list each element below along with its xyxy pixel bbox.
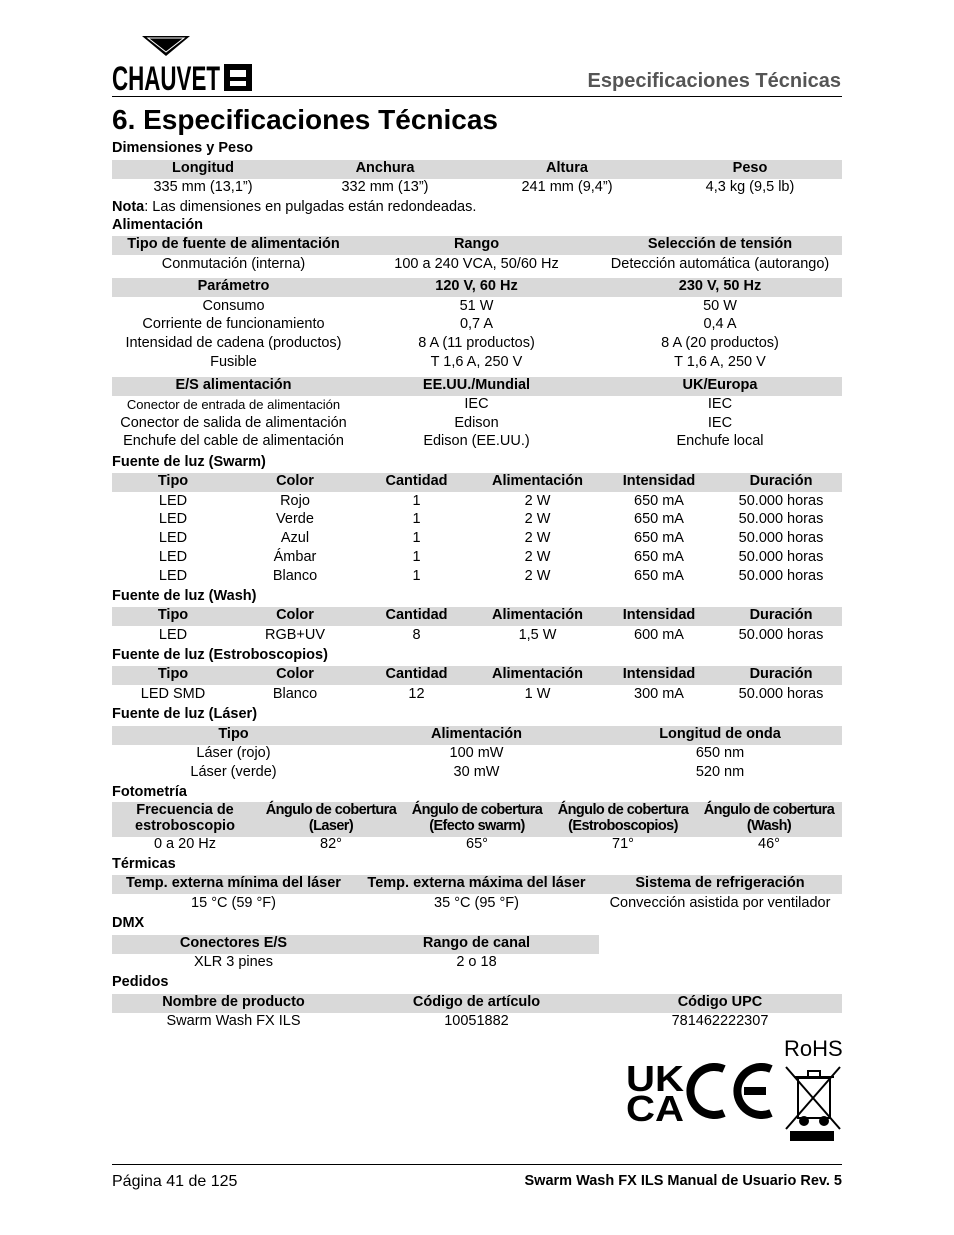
table-header: Ángulo de cobertura (Estroboscopios)	[557, 802, 689, 834]
table-header: Alimentación	[491, 607, 584, 623]
rohs-mark: RoHS	[784, 1036, 843, 1061]
table-header: Tipo	[218, 726, 249, 742]
certification-marks	[626, 1035, 842, 1145]
table-cell: 4,3 kg (9,5 lb)	[705, 179, 795, 195]
header-section-title: Especificaciones Técnicas	[587, 70, 841, 92]
table-cell: 0 a 20 Hz	[153, 836, 217, 852]
table-cell: Ámbar	[273, 549, 317, 565]
table-cell: 50.000 horas	[738, 511, 824, 527]
weee-bin-icon	[786, 1067, 840, 1129]
table-cell: 300 mA	[634, 686, 684, 702]
table-row	[112, 685, 842, 704]
table-cell: Láser (verde)	[190, 764, 277, 780]
table-cell: 2 W	[524, 530, 551, 546]
power-supply-header-row	[112, 235, 842, 254]
note-label: Nota	[112, 199, 145, 215]
table-cell: 51 W	[459, 298, 494, 314]
table-header: Peso	[732, 160, 768, 176]
table-header: Cantidad	[385, 666, 448, 682]
chauvet-dj-logo	[112, 34, 254, 96]
table-cell: 332 mm (13”)	[341, 179, 429, 195]
table-header: 230 V, 50 Hz	[678, 278, 762, 294]
table-cell: Swarm Wash FX ILS	[166, 1013, 301, 1029]
table-cell: 100 mW	[449, 745, 504, 761]
wash-header-row	[112, 606, 842, 625]
table-header: Intensidad	[622, 607, 696, 623]
table-row	[112, 510, 842, 529]
table-cell: 1	[412, 568, 421, 584]
table-row	[112, 763, 842, 782]
table-cell: 50.000 horas	[738, 686, 824, 702]
table-cell: 650 mA	[634, 530, 684, 546]
table-row	[112, 529, 842, 548]
table-cell: Corriente de funcionamiento	[142, 316, 325, 332]
table-header: Temp. externa máxima del láser	[367, 875, 586, 891]
table-row	[112, 548, 842, 567]
section-wash-heading: Fuente de luz (Wash)	[112, 588, 257, 604]
table-cell: 2 W	[524, 511, 551, 527]
table-cell: IEC	[464, 396, 489, 412]
table-cell: 0,4 A	[703, 316, 737, 332]
header-divider	[112, 96, 842, 97]
power-io-header-row	[112, 376, 842, 395]
table-row	[112, 178, 842, 197]
table-header: Longitud de onda	[659, 726, 781, 742]
table-cell: LED	[158, 493, 188, 509]
table-header: Rango de canal	[422, 935, 531, 951]
footer-divider	[112, 1164, 842, 1165]
table-cell: 335 mm (13,1”)	[153, 179, 253, 195]
table-cell: LED	[158, 511, 188, 527]
table-row	[112, 626, 842, 645]
section-orders-heading: Pedidos	[112, 974, 169, 990]
table-cell: 50.000 horas	[738, 627, 824, 643]
table-cell: Edison (EE.UU.)	[423, 433, 530, 449]
table-cell: Fusible	[210, 354, 257, 370]
table-cell: 2 W	[524, 493, 551, 509]
table-cell: 520 nm	[695, 764, 745, 780]
table-header: E/S alimentación	[175, 377, 292, 393]
table-header: Selección de tensión	[647, 236, 793, 252]
dmx-header-row	[112, 934, 842, 953]
table-cell: 8 A (20 productos)	[661, 335, 779, 351]
table-row	[112, 744, 842, 763]
table-row	[112, 395, 842, 414]
table-cell: LED	[158, 530, 188, 546]
table-header: Conectores E/S	[179, 935, 288, 951]
laser-header-row	[112, 725, 842, 744]
table-cell: 50.000 horas	[738, 549, 824, 565]
table-header: Ángulo de cobertura (Laser)	[265, 802, 397, 834]
ce-mark	[690, 1067, 771, 1115]
table-cell: Conmutación (interna)	[161, 256, 306, 272]
section-power-heading: Alimentación	[112, 217, 204, 233]
table-cell: 8 A (11 productos)	[418, 335, 535, 351]
table-row	[112, 953, 842, 972]
table-cell: Láser (rojo)	[196, 745, 271, 761]
table-cell: 1 W	[524, 686, 551, 702]
table-cell: 781462222307	[671, 1013, 769, 1029]
table-header: UK/Europa	[682, 377, 758, 393]
table-cell: 2 o 18	[456, 954, 497, 970]
table-cell: Conector de entrada de alimentación	[126, 397, 341, 412]
table-cell: Convección asistida por ventilador	[609, 895, 831, 911]
table-cell: Detección automática (autorango)	[610, 256, 830, 272]
table-header: Intensidad	[622, 666, 696, 682]
table-cell: 0,7 A	[459, 316, 494, 332]
table-cell: Enchufe local	[676, 433, 764, 449]
manual-title: Swarm Wash FX ILS Manual de Usuario Rev. 5	[524, 1173, 842, 1189]
table-cell: 1,5 W	[518, 627, 557, 643]
section-dimensions-heading: Dimensiones y Peso	[112, 140, 254, 156]
table-header: Altura	[546, 160, 588, 176]
dimensions-note	[112, 199, 476, 215]
table-cell: 71°	[612, 836, 634, 852]
photometry-header-row	[112, 802, 842, 836]
table-row	[112, 297, 842, 316]
table-cell: 30 mW	[453, 764, 500, 780]
section-swarm-heading: Fuente de luz (Swarm)	[112, 454, 266, 470]
table-cell: LED	[158, 627, 188, 643]
table-cell: 50 W	[703, 298, 737, 314]
table-cell: 82°	[320, 836, 342, 852]
table-row	[112, 567, 842, 586]
table-row	[112, 432, 842, 451]
note-text: : Las dimensiones en pulgadas están redondeadas.	[144, 199, 477, 215]
table-header: Intensidad	[622, 473, 696, 489]
table-header: Alimentación	[491, 473, 584, 489]
table-cell: Conector de salida de alimentación	[120, 415, 347, 431]
table-header: Longitud	[171, 160, 234, 176]
table-row	[112, 353, 842, 372]
svg-text:CHAUVET: CHAUVET	[112, 60, 221, 98]
section-photometry-heading: Fotometría	[112, 784, 187, 800]
table-header: EE.UU./Mundial	[422, 377, 531, 393]
table-cell: Rojo	[280, 493, 310, 509]
table-cell: 650 mA	[634, 493, 684, 509]
table-header: Código UPC	[677, 994, 763, 1010]
table-cell: 650 mA	[634, 568, 684, 584]
table-cell: 8	[412, 627, 421, 643]
table-cell: Enchufe del cable de alimentación	[123, 433, 344, 449]
table-cell: 15 °C (59 °F)	[191, 895, 276, 911]
section-laser-heading: Fuente de luz (Láser)	[112, 706, 258, 722]
table-cell: Azul	[280, 530, 310, 546]
table-cell: 50.000 horas	[738, 493, 824, 509]
table-cell: Blanco	[272, 568, 318, 584]
table-cell: Edison	[454, 415, 499, 431]
table-header: Frecuencia de estroboscopio	[135, 802, 235, 834]
table-cell: 650 mA	[634, 511, 684, 527]
table-header: Tipo de fuente de alimentación	[127, 236, 340, 252]
table-cell: 650 mA	[634, 549, 684, 565]
table-cell: Consumo	[202, 298, 265, 314]
table-cell: 100 a 240 VCA, 50/60 Hz	[394, 256, 559, 272]
table-row	[112, 315, 842, 334]
table-header: Duración	[749, 607, 813, 623]
table-cell: Intensidad de cadena (productos)	[125, 335, 342, 351]
page-title: 6. Especificaciones Técnicas	[112, 104, 498, 135]
table-header: Duración	[749, 666, 813, 682]
table-header: Parámetro	[197, 278, 270, 294]
table-header: Cantidad	[385, 607, 448, 623]
table-cell: Verde	[276, 511, 314, 527]
table-cell: 1	[412, 530, 421, 546]
table-header: 120 V, 60 Hz	[435, 278, 518, 294]
table-header: Rango	[453, 236, 500, 252]
table-cell: LED SMD	[140, 686, 206, 702]
table-header: Duración	[749, 473, 813, 489]
table-header: Cantidad	[385, 473, 448, 489]
table-header: Alimentación	[491, 666, 584, 682]
table-header: Color	[276, 666, 314, 682]
table-cell: LED	[158, 568, 188, 584]
table-cell: 46°	[758, 836, 780, 852]
table-header: Nombre de producto	[162, 994, 305, 1010]
table-cell: T 1,6 A, 250 V	[674, 354, 766, 370]
table-cell: 50.000 horas	[738, 568, 824, 584]
svg-text:CA: CA	[626, 1088, 684, 1129]
ukca-mark	[626, 1058, 684, 1129]
table-header: Temp. externa mínima del láser	[126, 875, 341, 891]
table-row	[112, 414, 842, 433]
table-header: Tipo	[157, 473, 189, 489]
table-header: Alimentación	[430, 726, 523, 742]
table-cell: XLR 3 pines	[194, 954, 273, 970]
table-cell: 241 mm (9,4”)	[521, 179, 613, 195]
page-number: Página 41 de 125	[112, 1173, 238, 1190]
table-row	[112, 255, 842, 274]
table-header: Ángulo de cobertura (Wash)	[703, 802, 835, 834]
table-cell: 2 W	[524, 568, 551, 584]
table-cell: 50.000 horas	[738, 530, 824, 546]
strobe-header-row	[112, 665, 842, 684]
table-cell: Blanco	[272, 686, 318, 702]
power-param-header-row	[112, 277, 842, 296]
table-header: Anchura	[355, 160, 415, 176]
weee-bar	[790, 1131, 834, 1141]
table-cell: RGB+UV	[264, 627, 326, 643]
section-dmx-heading: DMX	[112, 915, 145, 931]
table-cell: 600 mA	[634, 627, 684, 643]
table-cell: 2 W	[524, 549, 551, 565]
dimensions-header-row	[112, 159, 842, 178]
table-header: Tipo	[157, 666, 189, 682]
table-row	[112, 334, 842, 353]
table-cell: LED	[158, 549, 188, 565]
table-cell: 10051882	[444, 1013, 509, 1029]
table-row	[112, 492, 842, 511]
table-cell: 35 °C (95 °F)	[434, 895, 519, 911]
table-header: Sistema de refrigeración	[635, 875, 805, 891]
table-row	[112, 1012, 842, 1031]
table-cell: T 1,6 A, 250 V	[430, 354, 523, 370]
table-header: Color	[276, 473, 314, 489]
table-header: Tipo	[157, 607, 189, 623]
table-cell: IEC	[707, 396, 733, 412]
thermal-header-row	[112, 874, 842, 893]
table-cell: 1	[412, 549, 421, 565]
table-cell: 650 nm	[695, 745, 745, 761]
table-cell: 1	[412, 493, 421, 509]
table-cell: 12	[408, 686, 425, 702]
section-strobe-heading: Fuente de luz (Estroboscopios)	[112, 647, 328, 663]
table-cell: IEC	[707, 415, 733, 431]
table-cell: 1	[412, 511, 421, 527]
table-cell: 65°	[466, 836, 488, 852]
orders-header-row	[112, 993, 842, 1012]
table-row	[112, 894, 842, 913]
table-row	[112, 835, 842, 854]
swarm-header-row	[112, 472, 842, 491]
table-header: Ángulo de cobertura (Efecto swarm)	[411, 802, 543, 834]
section-thermal-heading: Térmicas	[112, 856, 176, 872]
svg-text:UK: UK	[626, 1058, 684, 1099]
table-header: Código de artículo	[412, 994, 541, 1010]
table-header: Color	[276, 607, 314, 623]
